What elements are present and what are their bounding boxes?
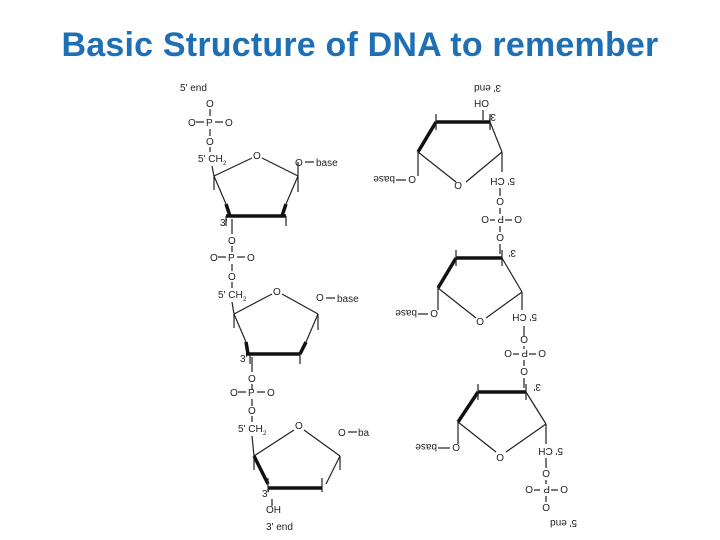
svg-text:base: base [373, 173, 395, 184]
svg-text:O: O [206, 137, 214, 148]
svg-text:O: O [206, 99, 214, 110]
svg-text:O: O [295, 158, 303, 169]
svg-text:3': 3' [240, 354, 248, 365]
svg-text:O: O [295, 421, 303, 432]
svg-text:O: O [542, 501, 550, 512]
svg-text:base: base [415, 441, 437, 452]
svg-text:5' CH: 5' CH [238, 424, 263, 435]
svg-text:O: O [248, 374, 256, 385]
left-deoxyribose-sugar [218, 287, 359, 365]
svg-text:O: O [476, 315, 484, 326]
slide-title: Basic Structure of DNA to remember [61, 26, 659, 64]
svg-text:O: O [253, 151, 261, 162]
svg-text:P: P [248, 388, 255, 399]
left-deoxyribose-sugar [238, 421, 370, 516]
right-deoxyribose-sugar [395, 247, 537, 326]
svg-text:O: O [514, 213, 522, 224]
svg-text:ba: ba [358, 428, 370, 439]
svg-text:O: O [267, 388, 275, 399]
svg-text:O: O [504, 347, 512, 358]
right-deoxyribose-sugar [415, 381, 563, 462]
svg-text:O: O [228, 272, 236, 283]
svg-text:3': 3' [533, 381, 541, 392]
svg-text:O: O [408, 173, 416, 184]
svg-text:base: base [316, 158, 338, 169]
right-three-prime-end-label: 3' end [474, 82, 501, 93]
svg-text:5' CH: 5' CH [512, 311, 537, 322]
svg-text:OH: OH [474, 97, 489, 108]
svg-text:O: O [525, 483, 533, 494]
left-three-prime-end-label: 3' end [266, 522, 293, 533]
svg-text:O: O [560, 483, 568, 494]
svg-text:O: O [430, 307, 438, 318]
right-five-prime-end-label: 5' end [550, 517, 577, 528]
svg-text:O: O [496, 231, 504, 242]
left-phosphate-group [210, 219, 255, 288]
left-five-prime-end-label: 5' end [180, 83, 207, 94]
svg-text:5' CH: 5' CH [218, 290, 243, 301]
svg-text:3': 3' [262, 489, 270, 500]
svg-text:O: O [454, 179, 462, 190]
svg-text:O: O [210, 253, 218, 264]
svg-text:3': 3' [508, 247, 516, 258]
svg-text:base: base [337, 294, 359, 305]
svg-text:O: O [188, 118, 196, 129]
svg-text:base: base [395, 307, 417, 318]
svg-text:5' CH: 5' CH [538, 445, 563, 456]
svg-text:3': 3' [220, 218, 228, 229]
svg-text:3': 3' [488, 111, 496, 122]
svg-text:O: O [338, 428, 346, 439]
right-phosphate-group [525, 458, 568, 512]
svg-text:O: O [225, 118, 233, 129]
svg-text:P: P [521, 347, 528, 358]
svg-text:O: O [520, 333, 528, 344]
svg-text:O: O [247, 253, 255, 264]
svg-text:2: 2 [263, 431, 267, 437]
svg-text:O: O [316, 293, 324, 304]
svg-text:O: O [452, 441, 460, 452]
left-strand [180, 83, 370, 533]
svg-text:OH: OH [266, 505, 281, 516]
svg-text:5' CH: 5' CH [490, 175, 515, 186]
svg-text:5' CH: 5' CH [198, 154, 223, 165]
svg-text:O: O [248, 406, 256, 417]
svg-text:O: O [538, 347, 546, 358]
svg-text:P: P [543, 483, 550, 494]
svg-text:O: O [496, 195, 504, 206]
svg-text:O: O [273, 287, 281, 298]
left-deoxyribose-sugar [198, 151, 338, 229]
svg-text:O: O [542, 467, 550, 478]
left-phosphate-group [188, 99, 233, 152]
left-phosphate-group [230, 357, 275, 422]
right-strand [373, 82, 577, 528]
svg-text:P: P [206, 118, 213, 129]
right-phosphate-group [481, 188, 522, 254]
svg-text:O: O [496, 451, 504, 462]
right-phosphate-group [504, 326, 546, 388]
svg-text:O: O [230, 388, 238, 399]
svg-text:O: O [228, 236, 236, 247]
svg-text:O: O [520, 365, 528, 376]
svg-text:2: 2 [243, 297, 247, 303]
svg-text:P: P [497, 213, 504, 224]
svg-text:O: O [481, 213, 489, 224]
right-deoxyribose-sugar [373, 111, 515, 190]
svg-text:P: P [228, 253, 235, 264]
svg-text:2: 2 [223, 161, 227, 167]
